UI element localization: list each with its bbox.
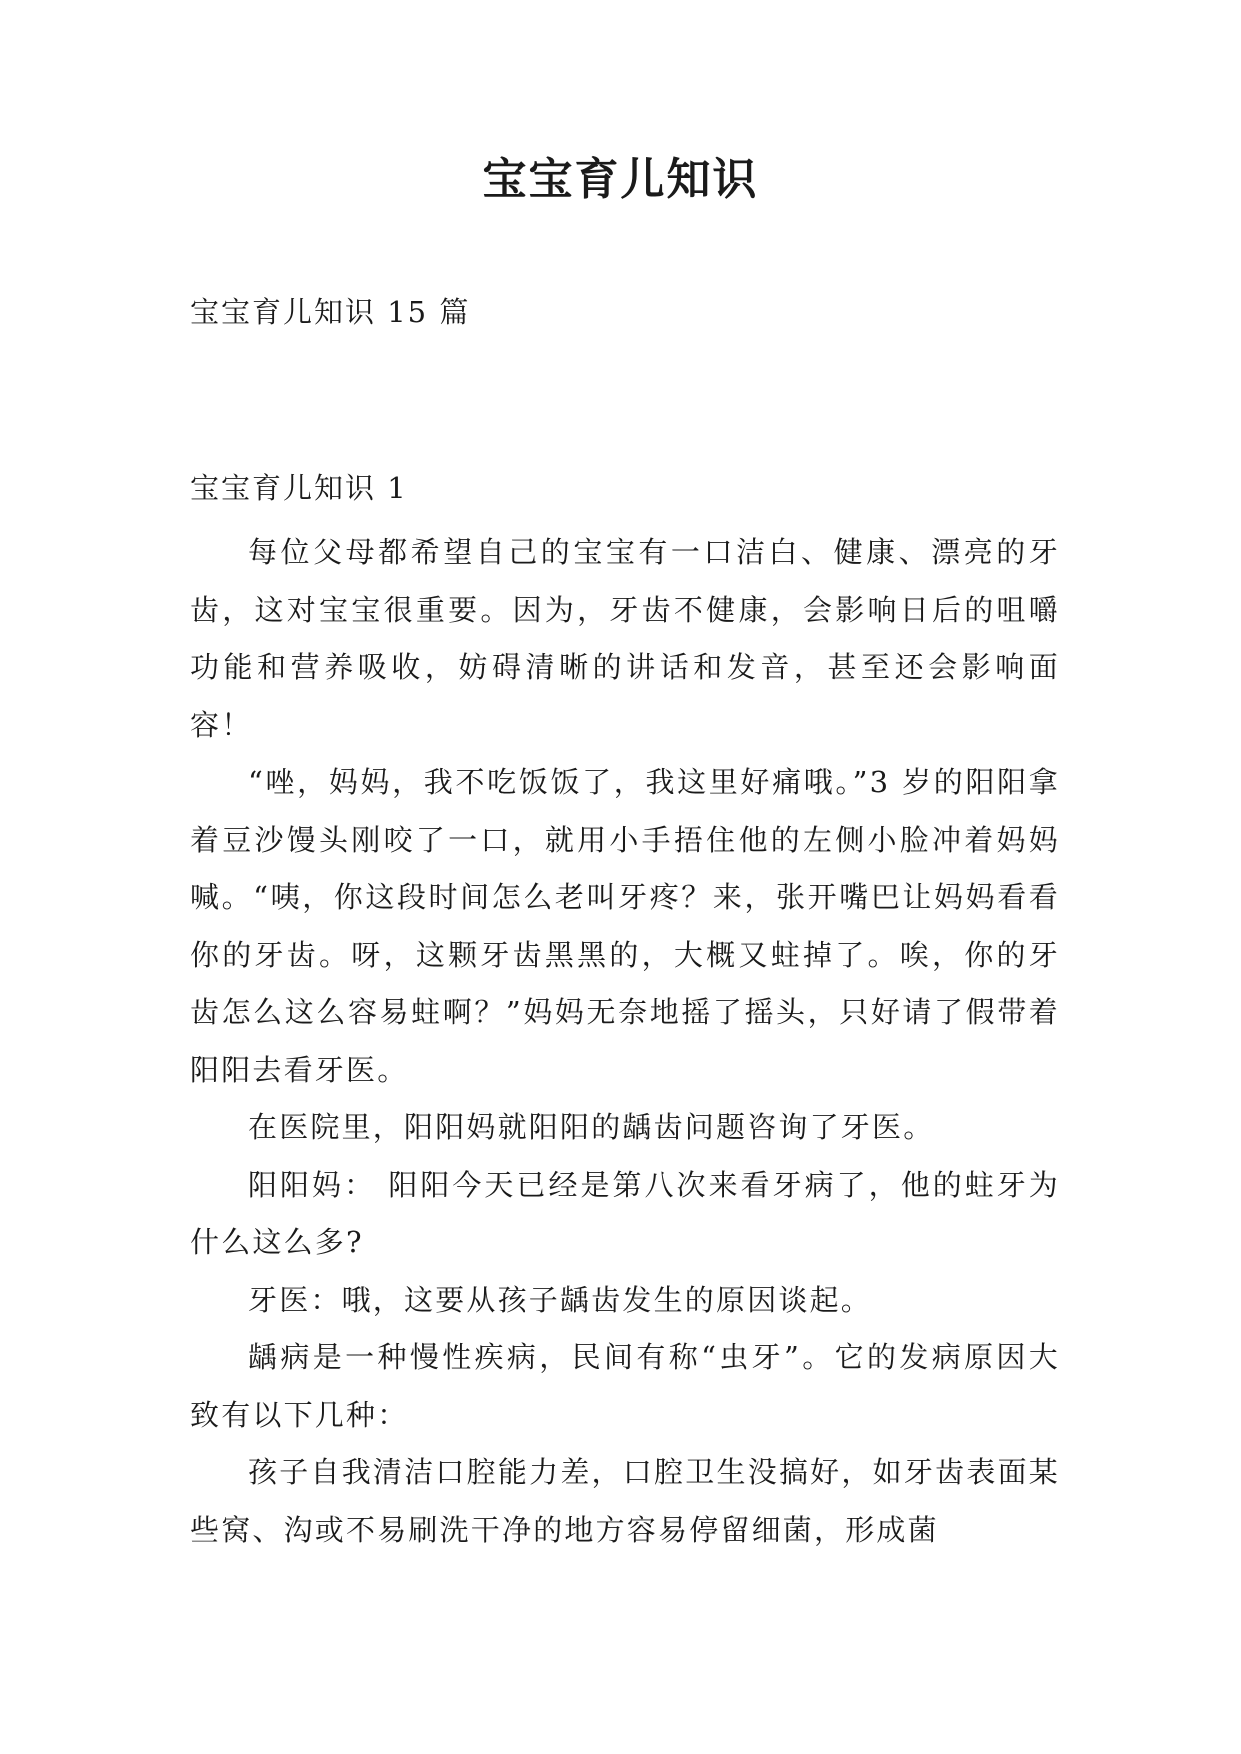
paragraph: 牙医：哦，这要从孩子龋齿发生的原因谈起。	[248, 1282, 873, 1317]
paragraph: 孩子自我清洁口腔能力差，口腔卫生没搞好，如牙齿表面某些窝、沟或不易刷洗干净的地方容易停留细菌，形成菌	[190, 1455, 1060, 1547]
paragraph: “唑，妈妈，我不吃饭饭了，我这里好痛哦。”3 岁的阳阳拿着豆沙馒头刚咬了一口，就用小手捂住他的左侧小脸冲着妈妈喊。“咦，你这段时间怎么老叫牙疼？来，张开嘴巴让妈妈看看你的牙齿。呀，这颗牙齿黑黑的，大概又蛀掉了。唉，你的牙齿怎么这么容易蛀啊？”妈妈无奈地摇了摇头，只好请了假带着阳阳去看牙医。	[190, 765, 1060, 1087]
document-subtitle: 宝宝育儿知识 15 篇	[190, 295, 471, 329]
section-heading: 宝宝育儿知识 1	[190, 471, 408, 505]
document-title: 宝宝育儿知识	[482, 154, 759, 205]
paragraph: 在医院里，阳阳妈就阳阳的龋齿问题咨询了牙医。	[248, 1110, 935, 1144]
paragraph: 龋病是一种慢性疾病，民间有称“虫牙”。它的发病原因大致有以下几种：	[190, 1340, 1060, 1432]
paragraph: 每位父母都希望自己的宝宝有一口洁白、健康、漂亮的牙齿，这对宝宝很重要。因为，牙齿不健康，会影响日后的咀嚼功能和营养吸收，妨碍清晰的讲话和发音，甚至还会影响面容！	[190, 535, 1060, 742]
body-text	[190, 524, 1060, 1559]
paragraph: 阳阳妈： 阳阳今天已经是第八次来看牙病了，他的蛀牙为什么这么多?	[190, 1167, 1060, 1259]
